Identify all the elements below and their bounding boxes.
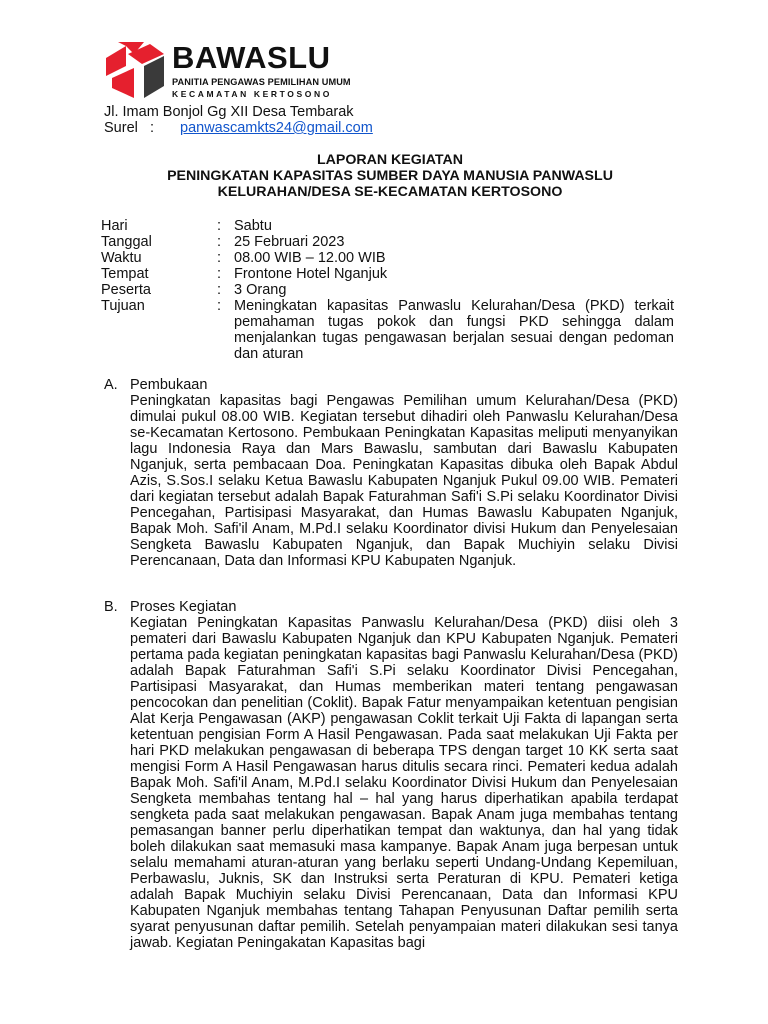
info-value: 3 Orang — [234, 282, 287, 298]
info-value: 25 Februari 2023 — [234, 234, 345, 250]
brand-subtitle: PANITIA PENGAWAS PEMILIHAN UMUM — [172, 77, 351, 87]
info-colon: : — [217, 234, 222, 250]
info-key: Tempat — [101, 266, 149, 282]
section-title: Pembukaan — [130, 377, 208, 393]
section-a-paragraph: Peningkatan kapasitas bagi Pengawas Pemilihan umum Kelurahan/Desa (PKD) dimulai pukul 08.00 WIB. Kegiatan tersebut dihadiri oleh Panwaslu Kelurahan/Desa se-Kecamatan Kertosono. Pembukaan Peningkatan Kapasitas meliputi menyanyikan lagu Indonesia Raya dan Mars Bawaslu, sambutan dari Bawaslu Kabupaten Nganjuk, serta pembacaan Doa. Peningkatan Kapasitas dibuka oleh Bapak Abdul Azis, S.Sos.I selaku Ketua Bawaslu Kabupaten Nganjuk Pukul 09.00 WIB. Pemateri dari kegiatan tersebut adalah Bapak Faturahman Safi'i S.Pi selaku Koordinator Divisi Pencegahan, Partisipasi Masyarakat, dan Humas Bawaslu Kabupaten Nganjuk, Bapak Moh. Safi'il Anam, M.Pd.I selaku Koordinator divisi Hukum dan Penyelesaian Sengketa Bawaslu Kabupaten Nganjuk, dan Bapak Muchiyin selaku Divisi Perencanaan, Data dan Informasi KPU Kabupaten Nganjuk. — [130, 393, 678, 569]
info-value: Sabtu — [234, 218, 272, 234]
info-key: Peserta — [101, 282, 151, 298]
report-subtitle-2: KELURAHAN/DESA SE-KECAMATAN KERTOSONO — [217, 184, 563, 200]
address-line: Jl. Imam Bonjol Gg XII Desa Tembarak — [104, 104, 354, 120]
info-key: Waktu — [101, 250, 142, 266]
email-row — [104, 120, 373, 136]
info-key: Tujuan — [101, 298, 145, 314]
section-letter: B. — [104, 599, 118, 615]
info-colon: : — [217, 250, 222, 266]
info-key: Hari — [101, 218, 128, 234]
report-subtitle-1: PENINGKATAN KAPASITAS SUMBER DAYA MANUSIA PANWASLU — [167, 168, 613, 184]
section-title: Proses Kegiatan — [130, 599, 237, 615]
info-colon: : — [217, 298, 222, 314]
info-value: Frontone Hotel Nganjuk — [234, 266, 388, 282]
info-value: 08.00 WIB – 12.00 WIB — [234, 250, 386, 266]
report-title: LAPORAN KEGIATAN — [316, 152, 464, 168]
email-label: Surel — [104, 120, 138, 136]
info-key: Tanggal — [101, 234, 152, 250]
email-separator: : — [150, 120, 155, 136]
brand-block — [172, 42, 351, 100]
section-a-heading — [104, 377, 207, 393]
tujuan-text: Meningkatan kapasitas Panwaslu Kelurahan/Desa (PKD) terkait pemahaman tugas pokok dan fungsi PKD sehingga dalam menjalankan tugas pengawasan berjalan sesuai dengan pedoman dan aturan — [234, 298, 674, 362]
email-link[interactable]: panwascamkts24@gmail.com — [180, 120, 373, 136]
brand-district: KECAMATAN KERTOSONO — [172, 89, 332, 99]
info-colon: : — [217, 282, 222, 298]
section-b-paragraph: Kegiatan Peningkatan Kapasitas Panwaslu Kelurahan/Desa (PKD) diisi oleh 3 pemateri dari Bawaslu Kabupaten Nganjuk dan KPU Kabupaten Nganjuk. Pemateri pertama pada kegiatan peningkatan kapasitas bagi Panwaslu Kelurahan/Desa (PKD) adalah Bapak Faturahman Safi'i S.Pi selaku Koordinator Divisi Pencegahan, Partisipasi Masyarakat, dan Humas memberikan materi tentang pengawasan pencocokan dan penelitian (Coklit). Bapak Fatur menyampaikan ketentuan pengisian Alat Kerja Pengawasan (AKP) pengawasan Coklit terkait Uji Fakta di lapangan serta ketentuan pengisian Form A Hasil Pengawasan. Pada saat melakukan Uji Fakta per hari PKD melakukan pengawasan di beberapa TPS dengan target 10 KK serta saat mengisi Form A Hasil Pengawasan harus ditulis secara rinci. Pemateri kedua adalah Bapak Moh. Safi'il Anam, M.Pd.I selaku Koordinator Divisi Hukum dan Penyelesaian Sengketa membahas tentang hal – hal yang harus diperhatikan apabila terdapat sengketa pada saat melakukan pengawasan. Bapak Anam juga membahas tentang pemasangan banner perlu diperhatikan tempat dan waktunya, dan hal yang tidak boleh dilakukan saat memasuki masa kampanye. Bapak Anam juga berpesan untuk selalu memahami aturan-aturan yang berlaku seperti Undang-Undang Kepemiluan, Perbawaslu, Juknis, SK dan Instruksi serta Peraturan di KPU. Pemateri ketiga adalah Bapak Muchiyin selaku Divisi Perencanaan, Data dan Informasi KPU Kabupaten Nganjuk membahas tentang Tahapan Penyusunan Daftar pemilih serta syarat penyusunan daftar pemilih. Setelah penyampaian materi dilakukan sesi tanya jawab. Kegiatan Peningakatan Kapasitas bagi — [130, 615, 678, 951]
info-colon: : — [217, 266, 222, 282]
info-colon: : — [217, 218, 222, 234]
section-b-heading — [104, 599, 236, 615]
section-letter: A. — [104, 377, 118, 393]
brand-name: BAWASLU — [172, 40, 331, 75]
bawaslu-logo-icon — [104, 40, 166, 102]
